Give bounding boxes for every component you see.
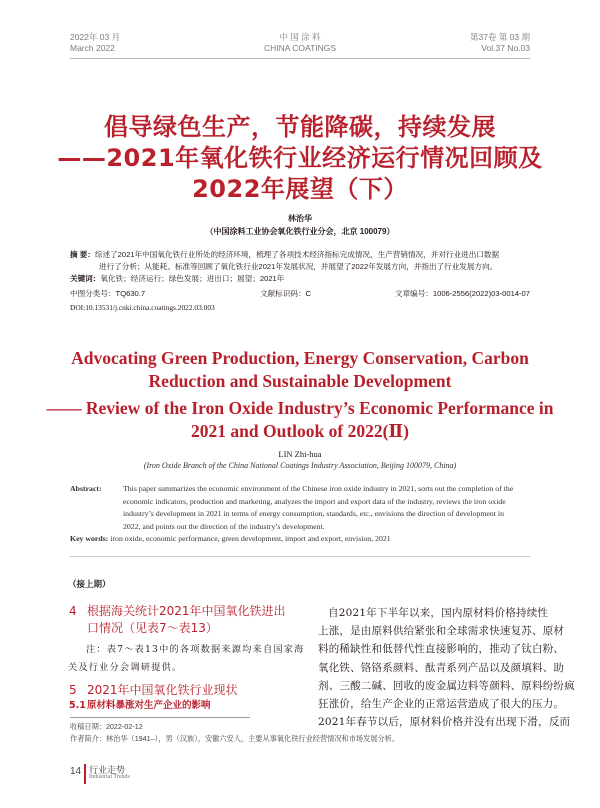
affiliation-cn: （中国涂料工业协会氧化铁行业分会，北京 100079） <box>205 227 395 236</box>
abstract-en-line1: This paper summarizes the economic environment of the Chinese iron oxide industry in 2021, sorts out the completion of the <box>123 484 514 493</box>
document-code: 文献标识码：C <box>260 289 312 298</box>
abstract-en-line4: 2022, and points out the direction of the industry’s development. <box>123 521 325 531</box>
footer-section-en: Industrial Trends <box>89 774 130 780</box>
header-volume-en: Vol.37 No.03 <box>481 43 530 53</box>
footnote-received: 收稿日期：2022-02-12 <box>70 722 143 731</box>
keywords-cn-text: 氧化铁；经济运行；绿色发展；进出口；展望；2021年 <box>100 274 285 283</box>
header-rule <box>70 58 530 59</box>
title-en-line3: —— Review of the Iron Oxide Industry’s Economic Performance in <box>46 398 554 418</box>
section-4-number: 4 <box>69 604 77 618</box>
title-en-line4: 2021 and Outlook of 2022(Ⅱ) <box>191 421 409 441</box>
abstract-en-body <box>70 483 530 533</box>
keywords-en-label: Key words: <box>70 534 109 544</box>
section-4-title-line2: 口情况（见表7～表13） <box>87 621 218 635</box>
header-date-cn: 2022年 03 月 <box>70 32 121 42</box>
right-line-1: 自2021年下半年以来，国内原材料价格持续性 <box>328 607 549 619</box>
section-5-1-title: 原材料暴涨对生产企业的影响 <box>87 700 211 711</box>
abstract-cn-text2: 进行了分析；从能耗、标准等回顾了氧化铁行业2021年发展状况，并展望了2022年发展方向，并指出了行业发展方向。 <box>99 262 498 271</box>
section-5-title: 2021年中国氧化铁行业现状 <box>87 683 238 697</box>
right-line-7: 2021年春节以后，原材料价格并没有出现下滑，反而 <box>318 716 571 729</box>
abstract-en-line3: industry’s development in 2021 in terms of energy consumption, standards, etc., envisions the direction of development in <box>123 509 504 519</box>
continued-label: （接上期） <box>68 580 111 590</box>
section-4-heading <box>68 603 308 637</box>
keywords-cn-label: 关键词： <box>70 274 101 283</box>
section-4-note-line2: 关及行业分会调研提供。 <box>68 662 183 673</box>
affiliation-en: (Iron Oxide Branch of the China National Coatings Industry Association, Beijing 100079, China) <box>143 461 457 470</box>
abstract-en <box>70 483 530 546</box>
header-date-en: March 2022 <box>70 43 115 53</box>
header-journal-en: CHINA COATINGS <box>263 43 337 53</box>
article-number: 文章编号：1006-2556(2022)03-0014-07 <box>394 289 530 298</box>
title-cn-line3: 2022年展望（下） <box>192 175 408 203</box>
author-cn: 林治华 <box>288 214 312 223</box>
footnotes <box>70 721 530 744</box>
doi: DOI:10.13531/j.cnki.china.coatings.2022.03.003 <box>70 303 215 312</box>
footnote-author-bio: 作者简介：林治华（1941–），男（汉族），安徽六安人，主要从事氧化铁行业经营情况和市场发展分析。 <box>70 733 400 743</box>
footnote-rule <box>70 717 250 718</box>
clc-code: 中图分类号：TQ630.7 <box>70 289 146 298</box>
footer-section-cn: 行业走势 <box>89 765 126 775</box>
title-en-line1: Advocating Green Production, Energy Conservation, Carbon <box>71 348 529 368</box>
author-en: LIN Zhi-hua <box>278 449 322 459</box>
title-cn-line1: 倡导绿色生产，节能降碳，持续发展 <box>104 113 496 141</box>
footer-divider <box>84 764 86 784</box>
right-line-6: 狂涨价，给生产企业的正常运营造成了很大的压力。 <box>318 698 565 711</box>
header-right <box>470 32 530 54</box>
section-4-note <box>68 641 308 677</box>
section-4-title-line1: 根据海关统计2021年中国氧化铁进出 <box>87 604 286 618</box>
abstract-cn-text1: 综述了2021年中国氧化铁行业所处的经济环境，梳理了各项技术经济指标完成情况，生产营销情况，并对行业进出口数据 <box>94 250 500 259</box>
section-5-1-number: 5.1 <box>69 700 86 711</box>
right-column-text <box>318 604 575 731</box>
title-en-line2: Reduction and Sustainable Development <box>148 371 452 391</box>
keywords-cn <box>70 273 530 285</box>
header-volume-cn: 第37卷 第 03 期 <box>470 32 530 42</box>
abstract-cn-label: 摘 要： <box>70 250 95 259</box>
title-cn-line2: ——2021年氧化铁行业经济运行情况回顾及 <box>57 144 543 172</box>
right-line-2: 上涨，是由原料供给紧张和全球需求快速复苏、原材 <box>318 625 565 638</box>
keywords-en <box>70 533 530 546</box>
abstract-cn <box>70 249 530 285</box>
right-line-3: 料的稀缺性和低替代性直接影响的，推动了钛白粉、 <box>318 643 565 656</box>
classification-row <box>70 288 530 300</box>
keywords-en-text: iron oxide, economic performance, green development, import and export, envision, 2021 <box>110 534 391 544</box>
section-4-note-line1: 注：表7～表13中的各项数据来源均来自国家海 <box>86 644 305 655</box>
abstract-en-line2: economic indicators, production and marketing, analyzes the import and export data of the industry, reviews the iron oxide <box>123 496 506 506</box>
section-4-heading-body <box>68 603 308 637</box>
right-line-5: 剂、三酸二碱、回收的废金属边料等颜料、原料纷纷疯 <box>318 679 575 692</box>
abstract-en-label: Abstract: <box>70 484 102 493</box>
page-number: 14 <box>70 766 82 777</box>
right-line-4: 氧化铁、铬铬系颜料、酞青系列产品以及颜填料、助 <box>318 661 565 674</box>
abstract-cn-line1 <box>70 249 530 261</box>
header-journal-cn: 中 国 涂 料 <box>279 32 321 42</box>
section-5-number: 5 <box>69 683 77 697</box>
abstract-rule <box>70 556 530 557</box>
